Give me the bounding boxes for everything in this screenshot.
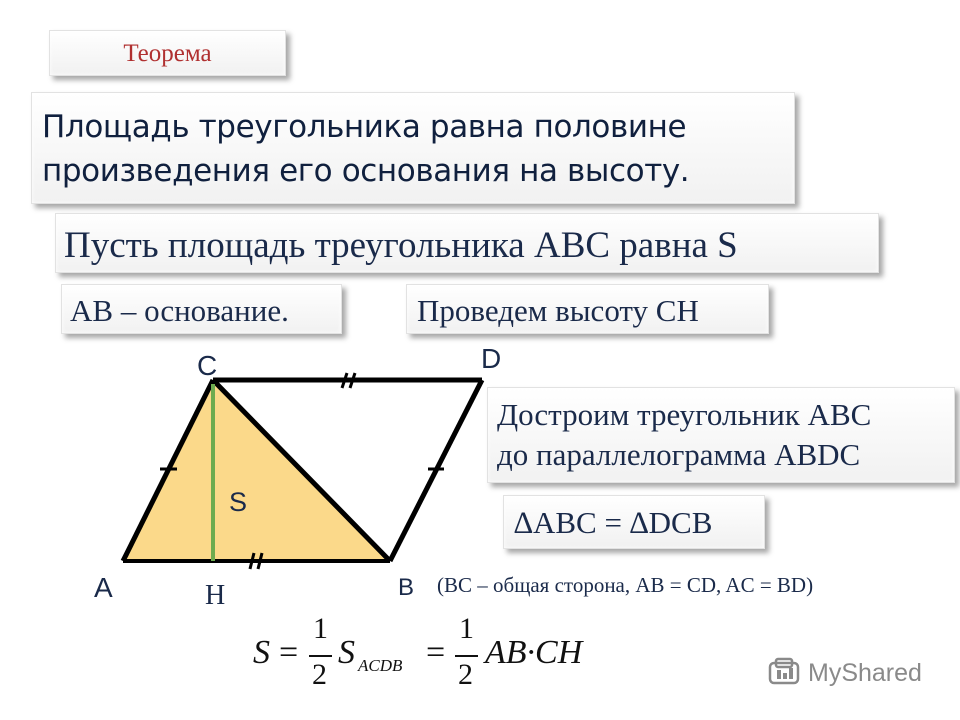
statement-line-1: Площадь треугольника равна половине bbox=[42, 109, 687, 145]
formula-frac2-den: 2 bbox=[458, 658, 473, 691]
statement-line-2: произведения его основания на высоту. bbox=[42, 153, 690, 189]
complete-line-1: Достроим треугольник ABC bbox=[497, 397, 872, 432]
label-d: D bbox=[481, 343, 502, 374]
complete-line-2: до параллелограмма ABDC bbox=[497, 437, 861, 472]
label-h: H bbox=[205, 580, 226, 611]
formula-s-sub: S bbox=[338, 634, 355, 671]
formula-frac2-num: 1 bbox=[459, 612, 474, 645]
formula-subscript: ACDB bbox=[358, 656, 403, 675]
myshared-logo-text: MyShared bbox=[808, 659, 922, 687]
congruence-note: (BC – общая сторона, AB = CD, AC = BD) bbox=[437, 573, 814, 597]
label-a: A bbox=[94, 572, 113, 603]
formula-eq-2: = bbox=[426, 634, 446, 671]
base-text: AB – основание. bbox=[70, 293, 289, 328]
let-area-text: Пусть площадь треугольника ABC равна S bbox=[64, 225, 738, 266]
myshared-logo-icon bbox=[768, 657, 804, 687]
label-c: C bbox=[197, 350, 218, 381]
height-text: Проведем высоту CH bbox=[417, 293, 699, 328]
formula-ab-ch: AB·CH bbox=[485, 634, 583, 671]
formula-frac1-num: 1 bbox=[313, 612, 328, 645]
formula-eq-1: = bbox=[279, 634, 299, 671]
label-s: S bbox=[229, 487, 248, 517]
formula-frac1-den: 2 bbox=[312, 658, 327, 691]
formula-s-left: S bbox=[253, 634, 270, 671]
theorem-label: Теорема bbox=[123, 40, 212, 67]
congruence-text: ∆ABC = ∆DCB bbox=[514, 505, 713, 540]
label-b: B bbox=[398, 574, 415, 601]
